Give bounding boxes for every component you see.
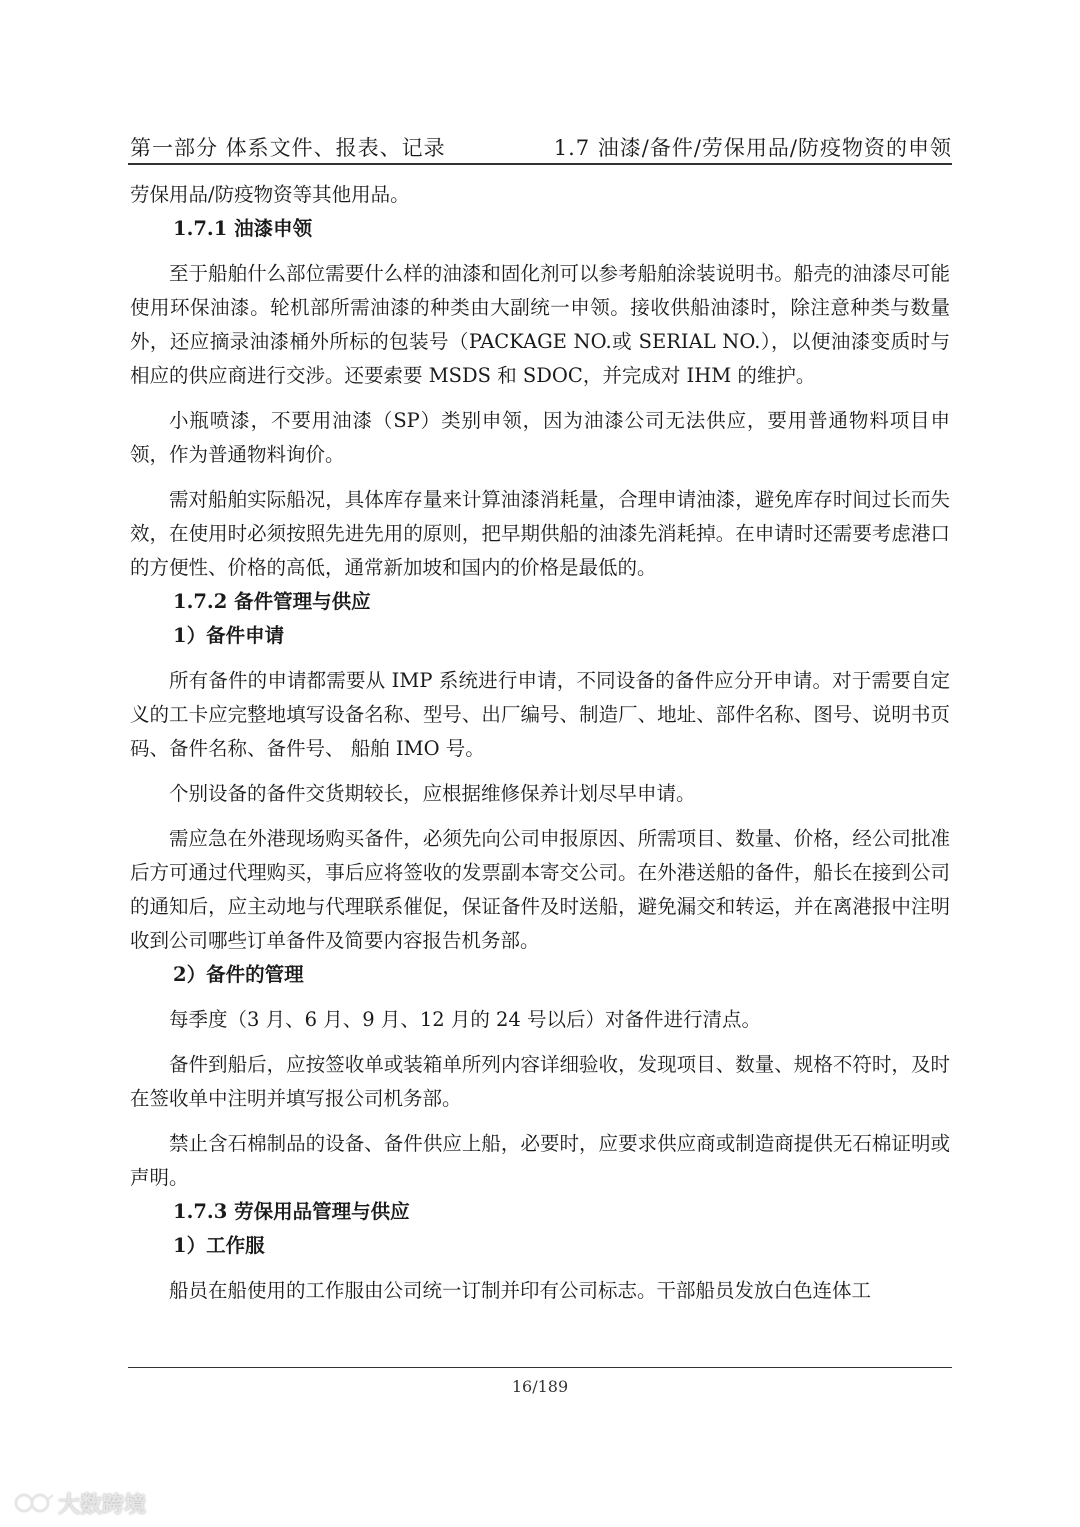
subheading-spare-management: 2）备件的管理 <box>173 963 304 986</box>
paragraph-continuation: 劳保用品/防疫物资等其他用品。 <box>130 183 410 206</box>
subheading-workwear: 1）工作服 <box>173 1234 265 1257</box>
footer-divider <box>128 1367 952 1368</box>
watermark-logo-icon <box>14 1490 54 1516</box>
paragraph-lead-time: 个别设备的备件交货期较长，应根据维修保养计划尽早申请。 <box>169 782 696 805</box>
paragraph-imp-request: 所有备件的申请都需要从 IMP 系统进行申请，不同设备的备件应分开申请。对于需要自定义的工卡应完整地填写设备名称、型号、出厂编号、制造厂、地址、部件名称、图号、说明书页码、备件名称、备件号、 船舶 IMO 号。 <box>130 669 950 760</box>
paragraph-spray-paint: 小瓶喷漆，不要用油漆（SP）类别申领，因为油漆公司无法供应，要用普通物料项目申领，作为普通物料询价。 <box>130 409 950 466</box>
heading-1-7-3: 1.7.3 劳保用品管理与供应 <box>173 1200 410 1223</box>
paragraph-paint-spec: 至于船舶什么部位需要什么样的油漆和固化剂可以参考船舶涂装说明书。船壳的油漆尽可能使用环保油漆。轮机部所需油漆的种类由大副统一申领。接收供船油漆时，除注意种类与数量外，还应摘录油漆桶外所标的包装号（PACKAGE NO.或 SERIAL NO.），以便油漆变质时与相应的供应商进行交涉。还要索要 MSDS 和 SDOC，并完成对 IHM 的维护。 <box>130 262 950 387</box>
heading-1-7-2: 1.7.2 备件管理与供应 <box>173 590 371 613</box>
watermark <box>14 1488 146 1518</box>
paragraph-paint-consumption: 需对船舶实际船况，具体库存量来计算油漆消耗量，合理申请油漆，避免库存时间过长而失效，在使用时必须按照先进先用的原则，把早期供船的油漆先消耗掉。在申请时还需要考虑港口的方便性、价格的高低，通常新加坡和国内的价格是最低的。 <box>130 488 950 579</box>
page-header <box>128 130 952 164</box>
paragraph-asbestos: 禁止含石棉制品的设备、备件供应上船，必要时，应要求供应商或制造商提供无石棉证明或声明。 <box>130 1132 950 1189</box>
paragraph-receipt-inspection: 备件到船后，应按签收单或装箱单所列内容详细验收，发现项目、数量、规格不符时，及时在签收单中注明并填写报公司机务部。 <box>130 1053 950 1110</box>
header-section-title: 第一部分 体系文件、报表、记录 <box>130 136 446 160</box>
page-number: 16/189 <box>511 1377 569 1396</box>
header-divider <box>128 163 952 165</box>
subheading-spare-request: 1）备件申请 <box>173 624 285 647</box>
paragraph-quarterly-check: 每季度（3 月、6 月、9 月、12 月的 24 号以后）对备件进行清点。 <box>169 1008 762 1031</box>
watermark-text: 大数跨境 <box>58 1492 147 1518</box>
paragraph-workwear: 船员在船使用的工作服由公司统一订制并印有公司标志。干部船员发放白色连体工 <box>169 1279 872 1302</box>
paragraph-emergency-purchase: 需应急在外港现场购买备件，必须先向公司申报原因、所需项目、数量、价格，经公司批准后方可通过代理购买，事后应将签收的发票副本寄交公司。在外港送船的备件，船长在接到公司的通知后，应主动地与代理联系催促，保证备件及时送船，避免漏交和转运，并在离港报中注明收到公司哪些订单备件及简要内容报告机务部。 <box>130 827 950 952</box>
header-chapter-title: 1.7 油漆/备件/劳保用品/防疫物资的申领 <box>553 136 952 160</box>
document-body <box>130 178 950 1308</box>
heading-1-7-1: 1.7.1 油漆申领 <box>173 217 313 240</box>
